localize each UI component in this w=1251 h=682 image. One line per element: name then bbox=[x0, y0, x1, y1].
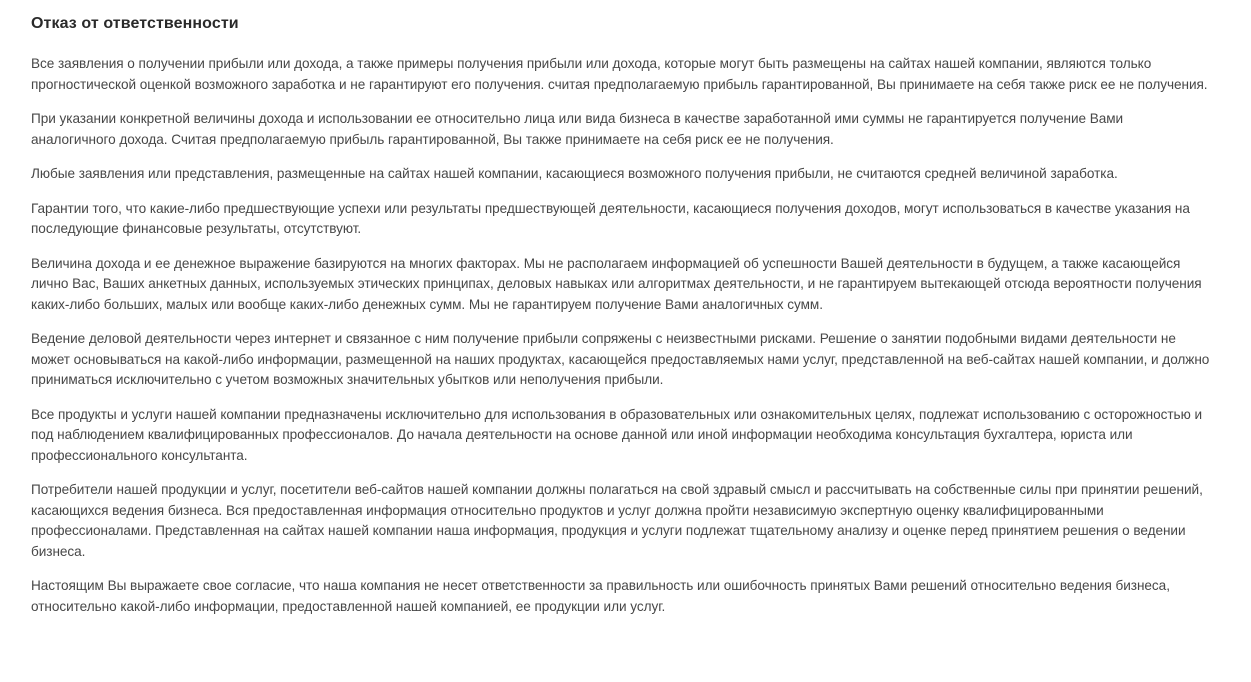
paragraph-8: Потребители нашей продукции и услуг, посетители веб-сайтов нашей компании должны полагаться на свой здравый смысл и рассчитывать на собственные силы при принятии решений, касающихся ведения бизнеса. Вся предоставленная информация относительно продуктов и услуг должна пройти независимую экспертную оценку квалифицированными профессионалами. Представленная на сайтах нашей компании наша информация, продукция и услуги подлежат тщательному анализу и оценке перед принятием решения о ведении бизнеса. bbox=[31, 482, 1203, 559]
paragraph-5: Величина дохода и ее денежное выражение базируются на многих факторах. Мы не располагаем информацией об успешности Вашей деятельности в будущем, а также касающейся лично Вас, Ваших анкетных данных, используемых этических принципах, деловых навыках или алгоритмах деятельности, и не гарантируем вытекающей отсюда вероятности получения каких-либо больших, малых или вообще каких-либо денежных сумм. Мы не гарантируем получение Вами аналогичных сумм. bbox=[31, 255, 1202, 312]
paragraph-7: Все продукты и услуги нашей компании предназначены исключительно для использования в образовательных или ознакомительных целях, подлежат использованию с осторожностью и под наблюдением квалифицированных профессионалов. До начала деятельности на основе данной или иной информации необходима консультация бухгалтера, юриста или профессионального консультанта. bbox=[31, 406, 1203, 463]
paragraph-2: При указании конкретной величины дохода и использовании ее относительно лица или вида бизнеса в качестве заработанной ими суммы не гарантируется получение Вами аналогичного дохода. Считая предполагаемую прибыль гарантированной, Вы также принимаете на себя риск ее не получения. bbox=[31, 111, 1124, 147]
paragraph-6: Ведение деловой деятельности через интернет и связанное с ним получение прибыли сопряжены с неизвестными рисками. Решение о занятии подобными видами деятельности не может основываться на какой-либо информации, размещенной на наших продуктах, касающейся предоставляемых нами услуг, представленной на веб-сайтах нашей компании, и должно приниматься исключительно с учетом возможных значительных убытков или неполучения прибыли. bbox=[31, 331, 1210, 387]
page-title: Отказ от ответственности bbox=[31, 15, 239, 32]
paragraph-9: Настоящим Вы выражаете свое согласие, что наша компания не несет ответственности за правильность или ошибочность принятых Вами решений относительно ведения бизнеса, относительно какой-либо информации, предоставленной нашей компанией, ее продукции или услуг. bbox=[31, 578, 1170, 614]
paragraph-3: Любые заявления или представления, размещенные на сайтах нашей компании, касающиеся возможного получения прибыли, не считаются средней величиной заработка. bbox=[31, 166, 1118, 181]
paragraph-1: Все заявления о получении прибыли или дохода, а также примеры получения прибыли или дохода, которые могут быть размещены на сайтах нашей компании, являются только прогностической оценкой возможного заработка и не гарантируют его получения. считая предполагаемую прибыль гарантированной, Вы принимаете на себя также риск ее не получения. bbox=[31, 56, 1208, 92]
disclaimer-body bbox=[31, 54, 1211, 617]
paragraph-4: Гарантии того, что какие-либо предшествующие успехи или результаты предшествующей деятельности, касающиеся получения доходов, могут использоваться в качестве указания на последующие финансовые результаты, отсутствуют. bbox=[31, 200, 1190, 236]
